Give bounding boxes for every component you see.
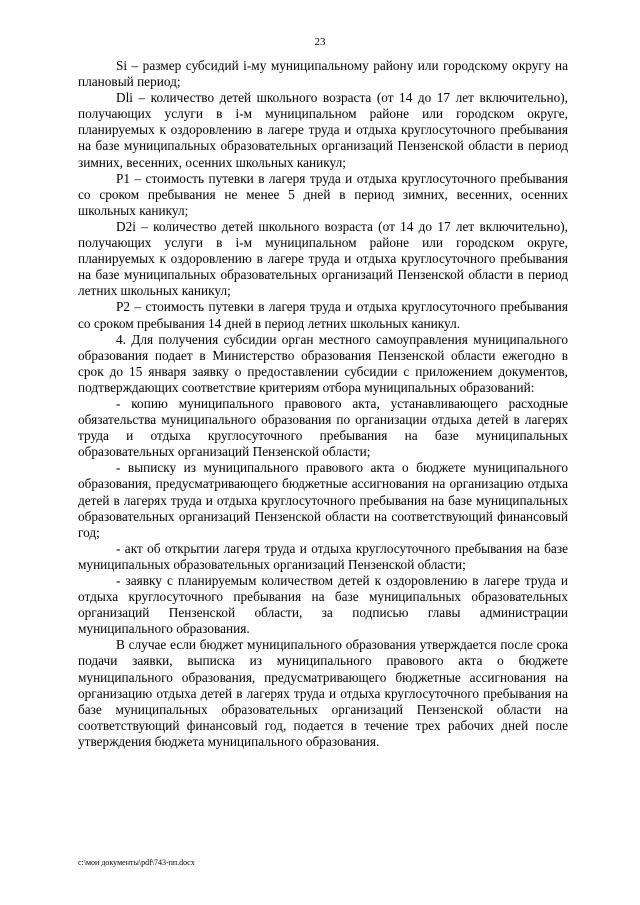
paragraph-p2-definition: P2 – стоимость путевки в лагеря труда и отдыха круглосуточного пребывания со сроком пребывания 14 дней в период летних школьных каникул. bbox=[78, 299, 568, 331]
paragraph-section-4: 4. Для получения субсидии орган местного самоуправления муниципального образования подает в Министерство образования Пензенской области ежегодно в срок до 15 января заявку о предоставлении субсидии с приложением документов, подтверждающих соответствие критериям отбора муниципальных образований: bbox=[78, 331, 568, 395]
list-item-budget-extract: - выписку из муниципального правового акта о бюджете муниципального образования, предусматривающего бюджетные ассигнования на организацию отдыха детей в лагерях труда и отдыха круглосуточного пребывания на базе муниципальных образовательных организаций Пензенской области на соответствующий финансовый год; bbox=[78, 460, 568, 540]
paragraph-budget-approval: В случае если бюджет муниципального образования утверждается после срока подачи заявки, выписка из муниципального правового акта о бюджете муниципального образования, предусматривающего бюджетные ассигнования на организацию отдыха детей в лагерях труда и отдыха круглосуточного пребывания на базе муниципальных образовательных организаций Пензенской области на соответствующий финансовый год, подается в течение трех рабочих дней после утверждения бюджета муниципального образования. bbox=[78, 637, 568, 749]
paragraph-si-definition: Si – размер субсидий i-му муниципальному району или городскому округу на плановый период; bbox=[78, 58, 568, 90]
document-body bbox=[78, 58, 568, 750]
paragraph-p1-definition: P1 – стоимость путевки в лагеря труда и отдыха круглосуточного пребывания со сроком пребывания не менее 5 дней в период зимних, весенних, осенних школьных каникул; bbox=[78, 170, 568, 218]
list-item-camp-opening-act: - акт об открытии лагеря труда и отдыха круглосуточного пребывания на базе муниципальных образовательных организаций Пензенской области; bbox=[78, 540, 568, 572]
paragraph-d2i-definition: D2i – количество детей школьного возраста (от 14 до 17 лет включительно), получающих услуги в i-м муниципальном районе или городском округе, планируемых к оздоровлению в лагере труда и отдыха круглосуточного пребывания на базе муниципальных образовательных организаций Пензенской области в период летних школьных каникул; bbox=[78, 218, 568, 299]
footer-file-path: c:\мои документы\pdf\743-пп.docx bbox=[78, 858, 195, 867]
list-item-application: - заявку с планируемым количеством детей к оздоровлению в лагере труда и отдыха круглосуточного пребывания на базе муниципальных образовательных организаций Пензенской области, за подписью главы администрации муниципального образования. bbox=[78, 573, 568, 637]
paragraph-d1i-definition: Dli – количество детей школьного возраста (от 14 до 17 лет включительно), получающих услуги в i-м муниципальном районе или городском округе, планируемых к оздоровлению в лагере труда и отдыха круглосуточного пребывания на базе муниципальных образовательных организаций Пензенской области в период зимних, весенних, осенних школьных каникул; bbox=[78, 90, 568, 170]
list-item-legal-act: - копию муниципального правового акта, устанавливающего расходные обязательства муниципального образования по организации отдыха детей в лагерях труда и отдыха круглосуточного пребывания на базе муниципальных образовательных организаций Пензенской области; bbox=[78, 395, 568, 460]
page-number: 23 bbox=[314, 36, 326, 48]
